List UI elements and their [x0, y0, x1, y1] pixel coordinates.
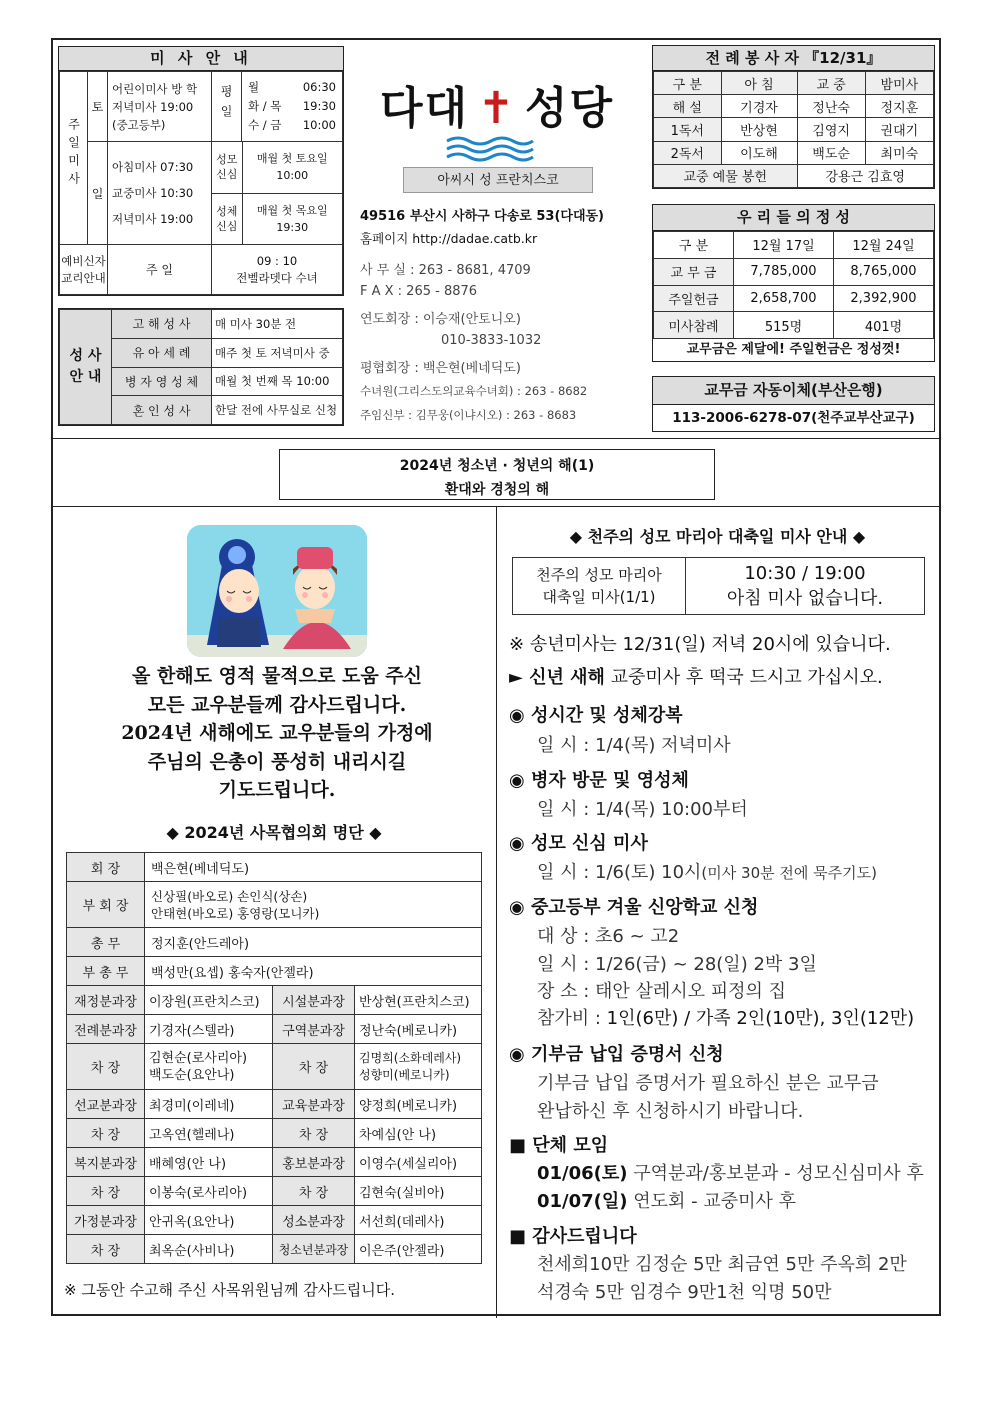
committee-role: 교육분과장	[273, 1090, 355, 1119]
committee-name: 김명희(소화데레사) 성향미(베로니카)	[355, 1044, 482, 1090]
auto-transfer-box	[652, 376, 935, 432]
sick-visit-date: 일 시 : 1/4(목) 10:00부터	[537, 799, 748, 820]
holy-hour-title: ◉ 성시간 및 성체강복	[509, 705, 683, 726]
finance-row-label: 미사참례	[654, 312, 734, 339]
finance-header: 12월 24일	[834, 232, 934, 259]
donation-receipt-line2: 완납하신 후 신청하시기 바랍니다.	[537, 1101, 804, 1122]
mass-table	[59, 71, 343, 295]
year-theme-box	[279, 449, 715, 500]
pastor-phone: 주임신부 : 김무웅(이냐시오) : 263 - 8683	[360, 408, 577, 422]
council-names: 정지훈(안드레아)	[145, 928, 482, 957]
church-logo	[380, 72, 614, 136]
server-name: 김영지	[797, 118, 865, 141]
winter-school-fee: 참가비 : 1인(6만) / 가족 2인(10만), 3인(12만)	[537, 1008, 915, 1029]
finance-header: 구 분	[654, 232, 734, 259]
committee-role: 시설분과장	[273, 986, 355, 1015]
sat-mass-lines: 어린이미사 방 학 저녁미사 19:00 (중고등부)	[108, 72, 212, 142]
eucharist-devotion-time: 매월 첫 목요일 19:30	[256, 203, 328, 234]
finance-value: 515명	[734, 312, 834, 339]
server-role: 1독서	[654, 118, 722, 141]
weekday-times: 월 06:30 화 / 목 19:30 수 / 금 10:00	[242, 72, 343, 142]
church-name-left: 다대	[380, 83, 470, 134]
prep-day: 주 일	[108, 245, 212, 295]
auto-transfer-account: 113-2006-6278-07(천주교부산교구)	[672, 410, 915, 426]
weekday-label: 평일	[212, 72, 242, 142]
council-names: 신상필(바오로) 손인식(상손) 안태현(바오로) 홍영랑(모니카)	[145, 882, 482, 928]
committee-role: 구역분과장	[273, 1015, 355, 1044]
committee-name: 이은주(안젤라)	[355, 1235, 482, 1264]
committee-role: 재정분과장	[67, 986, 145, 1015]
sacrament-text: 매 미사 30분 전	[212, 310, 343, 339]
altar-servers-table	[653, 71, 934, 188]
donors-line1: 천세희10만 김정순 5만 최금연 5만 주옥희 2만	[537, 1254, 907, 1275]
divider-header	[53, 438, 939, 439]
committee-name: 김현순(로사리아) 백도순(요안나)	[145, 1044, 273, 1090]
committee-name: 차예심(안 나)	[355, 1119, 482, 1148]
rosary-phone: 010-3833-1032	[441, 333, 542, 348]
donation-receipt-line1: 기부금 납입 증명서가 필요하신 분은 교무금	[537, 1073, 879, 1094]
server-name: 반상현	[721, 118, 797, 141]
finance-row-label: 교 무 금	[654, 258, 734, 285]
donors-line2: 석경숙 5만 임경수 9만1천 익명 50만	[537, 1282, 832, 1303]
committee-name: 양정희(베로니카)	[355, 1090, 482, 1119]
sacrament-table	[59, 309, 343, 425]
finance-table	[653, 231, 934, 339]
committee-name: 최경미(이레네)	[145, 1090, 273, 1119]
council-table	[66, 852, 482, 1264]
council-role: 부 총 무	[67, 957, 145, 986]
sacrament-name: 병 자 영 성 체	[112, 367, 212, 396]
offering-names: 강용근 김효영	[797, 164, 934, 187]
committee-role: 차 장	[273, 1044, 355, 1090]
new-year-message: 올 한해도 영적 물적으로 도움 주신 모든 교우분들께 감사드립니다. 2024년 새해에도 교우분들의 가정에 주님의 은총이 풍성히 내리시길 기도드립니다.	[121, 665, 433, 801]
committee-name: 최옥순(사비나)	[145, 1235, 273, 1264]
finance-value: 8,765,000	[834, 258, 934, 285]
water-waves-icon	[445, 135, 535, 163]
fax-number: F A X : 265 - 8876	[360, 284, 478, 299]
committee-name: 반상현(프란치스코)	[355, 986, 482, 1015]
finance-value: 401명	[834, 312, 934, 339]
server-header: 아 침	[721, 72, 797, 95]
council-names: 백성만(요셉) 홍숙자(안젤라)	[145, 957, 482, 986]
sacrament-text: 매주 첫 토 저녁미사 중	[212, 338, 343, 367]
offering-label: 교중 예물 봉헌	[654, 164, 798, 187]
sun-label: 일	[88, 142, 108, 245]
winter-school-date: 일 시 : 1/26(금) ~ 28(일) 2박 3일	[537, 954, 817, 975]
sacrament-label: 성 사 안 내	[60, 310, 112, 425]
group-meeting-title: ■ 단체 모임	[509, 1135, 609, 1156]
homepage-link[interactable]: http://dadae.catb.kr	[412, 231, 538, 246]
marian-mass-title: ◉ 성모 신심 미사	[509, 833, 648, 854]
committee-name: 이봉숙(로사리아)	[145, 1177, 273, 1206]
winter-school-title: ◉ 중고등부 겨울 신앙학교 신청	[509, 897, 759, 918]
divider-columns	[496, 506, 497, 1318]
marian-mass-date: 일 시 : 1/6(토) 10시(미사 30분 전에 묵주기도)	[537, 862, 877, 883]
server-header: 교 중	[797, 72, 865, 95]
committee-name: 이영수(세실리아)	[355, 1148, 482, 1177]
server-role: 2독서	[654, 141, 722, 164]
finance-note: 교무금은 제달에! 주일헌금은 정성껏!	[686, 342, 901, 357]
committee-role: 복지분과장	[67, 1148, 145, 1177]
server-name: 정난숙	[797, 95, 865, 118]
server-name: 이도해	[721, 141, 797, 164]
server-role: 해 설	[654, 95, 722, 118]
office-phone: 사 무 실 : 263 - 8681, 4709	[360, 263, 531, 278]
sacrament-guide-box	[58, 308, 344, 426]
sacrament-text: 매월 첫 번째 목 10:00	[212, 367, 343, 396]
committee-name: 정난숙(베로니카)	[355, 1015, 482, 1044]
year-theme-line2: 환대와 경청의 해	[444, 482, 550, 498]
convent-phone: 수녀원(그리스도의교육수녀회) : 263 - 8682	[360, 384, 588, 398]
committee-role: 청소년분과장	[273, 1235, 355, 1264]
server-header: 구 분	[654, 72, 722, 95]
devotion-cell	[212, 142, 343, 245]
homepage-line: 홈페이지 http://dadae.catb.kr	[360, 231, 538, 246]
committee-role: 차 장	[67, 1044, 145, 1090]
altar-servers-box	[652, 45, 935, 189]
sunday-mass-label: 주일미사	[60, 72, 88, 245]
council-president: 평협회장 : 백은현(베네딕도)	[360, 361, 521, 376]
server-name: 기경자	[721, 95, 797, 118]
hanbok-bowing-illustration	[187, 525, 367, 657]
committee-role: 차 장	[67, 1119, 145, 1148]
finance-header: 12월 17일	[734, 232, 834, 259]
council-names: 백은현(베네딕도)	[145, 853, 482, 882]
new-year-notice: ► 신년 새해 교중미사 후 떡국 드시고 가십시오.	[509, 667, 883, 688]
committee-role: 전례분과장	[67, 1015, 145, 1044]
solemnity-mass-times: 10:30 / 19:00 아침 미사 없습니다.	[686, 558, 925, 615]
sacrament-name: 고 해 성 사	[112, 310, 212, 339]
sick-visit-title: ◉ 병자 방문 및 영성체	[509, 770, 689, 791]
patron-saint: 아씨시 성 프란치스코	[403, 167, 593, 193]
server-name: 정지훈	[865, 95, 933, 118]
committee-role: 차 장	[273, 1119, 355, 1148]
council-footer: ※ 그동안 수고해 주신 사목위원님께 감사드립니다.	[64, 1281, 395, 1299]
finance-value: 2,658,700	[734, 285, 834, 312]
committee-name: 안귀옥(요안나)	[145, 1206, 273, 1235]
committee-name: 고옥연(헬레나)	[145, 1119, 273, 1148]
finance-value: 7,785,000	[734, 258, 834, 285]
committee-name: 이장원(프란치스코)	[145, 986, 273, 1015]
committee-role: 성소분과장	[273, 1206, 355, 1235]
cross-mark-icon: ✝	[477, 83, 517, 134]
mass-guide-title: 미 사 안 내	[59, 47, 343, 71]
finance-box	[652, 204, 935, 362]
server-name: 최미숙	[865, 141, 933, 164]
committee-role: 홍보분과장	[273, 1148, 355, 1177]
year-theme-line1: 2024년 청소년 · 청년의 해(1)	[399, 458, 595, 474]
group-meeting-1: 01/06(토) 구역분과/홍보분과 - 성모신심미사 후	[537, 1163, 924, 1184]
sacrament-text: 한달 전에 사무실로 신청	[212, 396, 343, 425]
finance-value: 2,392,900	[834, 285, 934, 312]
sun-mass-lines: 아침미사 07:30 교중미사 10:30 저녁미사 19:00	[108, 142, 212, 245]
committee-role: 선교분과장	[67, 1090, 145, 1119]
committee-role: 차 장	[273, 1177, 355, 1206]
donation-receipt-title: ◉ 기부금 납입 증명서 신청	[509, 1044, 724, 1065]
marian-devotion-label: 성모 신심	[212, 142, 242, 193]
finance-row-label: 주일헌금	[654, 285, 734, 312]
finance-title: 우 리 들 의 정 성	[653, 205, 934, 231]
solemnity-mass-label: 천주의 성모 마리아 대축일 미사(1/1)	[513, 558, 686, 615]
solemnity-mass-table	[512, 557, 925, 615]
committee-name: 배혜영(안 나)	[145, 1148, 273, 1177]
group-meeting-2: 01/07(일) 연도회 - 교중미사 후	[537, 1191, 797, 1212]
solemnity-title: ◆ 천주의 성모 마리아 대축일 미사 안내 ◆	[569, 527, 866, 546]
committee-name: 김현숙(실비아)	[355, 1177, 482, 1206]
server-header: 밤미사	[865, 72, 933, 95]
marian-devotion-time: 매월 첫 토요일 10:00	[242, 142, 342, 193]
sacrament-name: 혼 인 성 사	[112, 396, 212, 425]
committee-role: 차 장	[67, 1177, 145, 1206]
prep-label: 예비신자 교리안내	[60, 245, 108, 295]
eucharist-devotion-label: 성체 신심	[212, 193, 242, 244]
children-bowing-icon	[187, 525, 367, 657]
mass-guide-box	[58, 46, 344, 296]
committee-role: 차 장	[67, 1235, 145, 1264]
committee-name: 서선희(데레사)	[355, 1206, 482, 1235]
council-role: 회 장	[67, 853, 145, 882]
committee-name: 기경자(스텔라)	[145, 1015, 273, 1044]
auto-transfer-title: 교무금 자동이체(부산은행)	[653, 377, 934, 405]
winter-school-target: 대 상 : 초6 ~ 고2	[537, 926, 680, 947]
sacrament-name: 유 아 세 례	[112, 338, 212, 367]
year-end-mass-notice: ※ 송년미사는 12/31(일) 저녁 20시에 있습니다.	[509, 634, 891, 655]
server-name: 백도순	[797, 141, 865, 164]
holy-hour-date: 일 시 : 1/4(목) 저녁미사	[537, 735, 731, 756]
donors-thanks-title: ■ 감사드립니다	[509, 1226, 637, 1247]
winter-school-place: 장 소 : 태안 살레시오 피정의 집	[537, 981, 787, 1002]
altar-servers-title: 전 례 봉 사 자 『12/31』	[653, 46, 934, 71]
council-list-title: ◆ 2024년 사목협의회 명단 ◆	[166, 823, 382, 842]
server-name: 권대기	[865, 118, 933, 141]
church-address: 49516 부산시 사하구 다송로 53(다대동)	[360, 209, 605, 224]
council-role: 부 회 장	[67, 882, 145, 928]
rosary-president: 연도회장 : 이승재(안토니오)	[360, 312, 521, 327]
sat-label: 토	[88, 72, 108, 142]
prep-time: 09 : 10 전벨라뎃다 수녀	[212, 245, 343, 295]
committee-role: 가정분과장	[67, 1206, 145, 1235]
church-name-right: 성당	[525, 83, 615, 134]
council-role: 총 무	[67, 928, 145, 957]
